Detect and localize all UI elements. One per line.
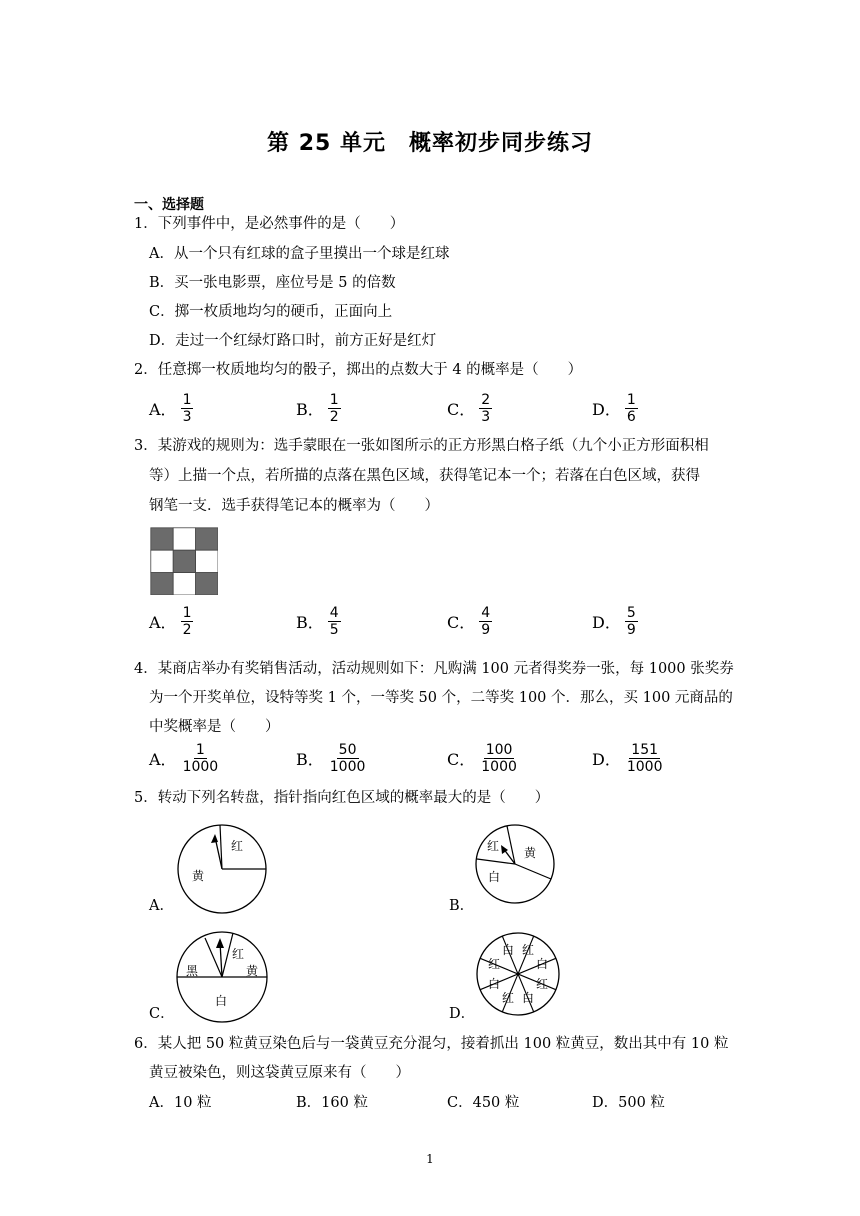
grid-cell-white xyxy=(173,573,195,595)
q5-label-b: B． xyxy=(449,898,475,914)
section-heading: 一、选择题 xyxy=(134,197,204,213)
q2-option-b: B． $\frac{1}{2}$ xyxy=(296,391,339,425)
q1-stem: 1．下列事件中，是必然事件的是（ ） xyxy=(134,216,405,232)
spinner-c-label-white: 白 xyxy=(215,994,228,1008)
q2-option-d: D． $\frac{1}{6}$ xyxy=(592,391,636,425)
grid-cell-black xyxy=(151,573,173,595)
fraction: $\frac{5}{9}$ xyxy=(626,604,636,638)
fraction: $\frac{1}{1000}$ xyxy=(182,741,219,775)
q6-option-c: C．450 粒 xyxy=(447,1095,520,1111)
fraction: $\frac{1}{2}$ xyxy=(182,604,192,638)
grid-cell-black xyxy=(173,550,195,572)
spinner-a-label-red: 红 xyxy=(231,839,244,853)
q3-line-2: 等）上描一个点，若所描的点落在黑色区域，获得笔记本一个；若落在白色区域，获得 xyxy=(149,468,700,484)
q3-option-d: D． $\frac{5}{9}$ xyxy=(592,604,636,638)
q5-label-d: D． xyxy=(449,1006,476,1022)
q3-line-1: 3．某游戏的规则为：选手蒙眼在一张如图所示的正方形黑白格子纸（九个小正方形面积相 xyxy=(134,438,709,454)
grid-cell-black xyxy=(196,528,218,550)
q1-option-d: D．走过一个红绿灯路口时，前方正好是红灯 xyxy=(149,333,437,349)
spinner-b xyxy=(474,823,556,905)
q4-option-d: D． $\frac{151}{1000}$ xyxy=(592,741,663,775)
q3-option-a: A． $\frac{1}{2}$ xyxy=(149,604,192,638)
q2-option-a: A． $\frac{1}{3}$ xyxy=(149,391,192,425)
fraction: $\frac{2}{3}$ xyxy=(481,391,491,425)
spinner-d xyxy=(475,931,561,1017)
q5-label-c: C． xyxy=(149,1006,175,1022)
spinner-d-sector-label: 白 xyxy=(536,957,549,972)
spinner-b-label-red: 红 xyxy=(487,839,500,853)
q6-option-d: D．500 粒 xyxy=(592,1095,665,1111)
q3-line-3: 钢笔一支．选手获得笔记本的概率为（ ） xyxy=(149,498,439,514)
q1-option-c: C．掷一枚质地均匀的硬币，正面向上 xyxy=(149,304,393,320)
q4-line-1: 4．某商店举办有奖销售活动，活动规则如下：凡购满 100 元者得奖券一张，每 1000 张奖券 xyxy=(134,661,734,677)
q2-option-c: C． $\frac{2}{3}$ xyxy=(447,391,491,425)
spinner-a xyxy=(176,823,268,915)
q5-label-a: A． xyxy=(149,898,174,914)
fraction: $\frac{1}{3}$ xyxy=(182,391,192,425)
spinner-d-sector-label: 红 xyxy=(536,976,549,991)
page-number: 1 xyxy=(426,1152,434,1166)
q6-option-b: B．160 粒 xyxy=(296,1095,368,1111)
grid-cell-black xyxy=(151,528,173,550)
spinner-b-label-white: 白 xyxy=(488,870,501,884)
fraction: $\frac{1}{2}$ xyxy=(329,391,339,425)
q4-line-3: 中奖概率是（ ） xyxy=(149,719,280,735)
spinner-c-label-red: 红 xyxy=(232,947,245,961)
spinner-d-sector-label: 白 xyxy=(521,991,534,1006)
spinner-d-sector-label: 红 xyxy=(502,991,515,1006)
q1-option-b: B．买一张电影票，座位号是 5 的倍数 xyxy=(149,275,396,291)
q5-stem: 5．转动下列名转盘，指针指向红色区域的概率最大的是（ ） xyxy=(134,790,550,806)
spinner-d-sector-label: 白 xyxy=(502,942,515,957)
q6-option-a: A．10 粒 xyxy=(149,1095,212,1111)
spinner-d-sector-label: 白 xyxy=(487,976,500,991)
fraction: $\frac{4}{5}$ xyxy=(329,604,339,638)
fraction: $\frac{151}{1000}$ xyxy=(626,741,663,775)
q4-option-a: A． $\frac{1}{1000}$ xyxy=(149,741,219,775)
grid-cell-white xyxy=(196,550,218,572)
grid-cell-black xyxy=(196,573,218,595)
q4-option-b: B． $\frac{50}{1000}$ xyxy=(296,741,366,775)
fraction: $\frac{4}{9}$ xyxy=(481,604,491,638)
spinner-a-label-yellow: 黄 xyxy=(192,869,205,883)
grid-cell-white xyxy=(151,550,173,572)
fraction: $\frac{50}{1000}$ xyxy=(329,741,366,775)
q6-line-1: 6．某人把 50 粒黄豆染色后与一袋黄豆充分混匀，接着抓出 100 粒黄豆，数出其中有 10 粒 xyxy=(134,1036,729,1052)
spinner-b-label-yellow: 黄 xyxy=(524,846,537,860)
q3-option-b: B． $\frac{4}{5}$ xyxy=(296,604,339,638)
spinner-d-sector-label: 红 xyxy=(487,957,500,972)
fraction: $\frac{100}{1000}$ xyxy=(481,741,517,775)
grid-cell-white xyxy=(173,528,195,550)
q4-option-c: C． $\frac{100}{1000}$ xyxy=(447,741,517,775)
q4-line-2: 为一个开奖单位，设特等奖 1 个，一等奖 50 个，二等奖 100 个．那么，买 100 元商品的 xyxy=(149,690,733,706)
q3-option-c: C． $\frac{4}{9}$ xyxy=(447,604,491,638)
spinner-c xyxy=(175,930,269,1024)
spinner-d-sector-label: 红 xyxy=(521,942,534,957)
q6-line-2: 黄豆被染色，则这袋黄豆原来有（ ） xyxy=(149,1065,410,1081)
checker-grid-figure xyxy=(150,527,218,595)
spinner-c-label-yellow: 黄 xyxy=(246,964,259,978)
page-title: 第 25 单元 概率初步同步练习 xyxy=(267,131,593,156)
q1-option-a: A．从一个只有红球的盒子里摸出一个球是红球 xyxy=(149,246,450,262)
q2-stem: 2．任意掷一枚质地均匀的骰子，掷出的点数大于 4 的概率是（ ） xyxy=(134,362,583,378)
spinner-c-label-black: 黑 xyxy=(186,964,199,978)
fraction: $\frac{1}{6}$ xyxy=(626,391,636,425)
